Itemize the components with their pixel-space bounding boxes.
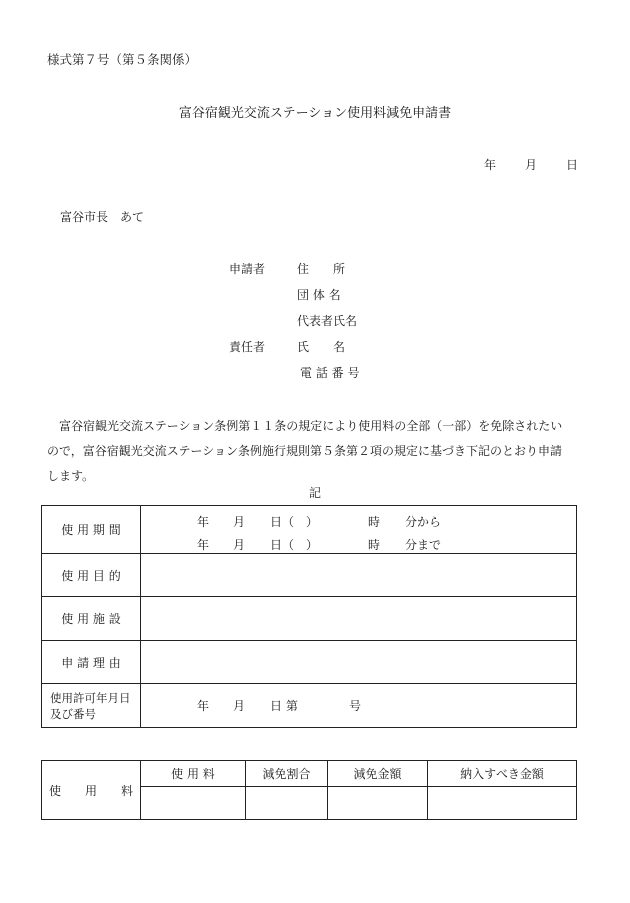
reduction-rate-value[interactable]	[246, 787, 328, 820]
permit-day: 日 第	[270, 699, 298, 713]
permit-year: 年	[197, 699, 210, 713]
usage-period-value[interactable]	[141, 506, 577, 554]
period-to-day: 日（ ）	[270, 538, 319, 552]
permit-value[interactable]	[141, 684, 577, 728]
application-reason-value[interactable]	[141, 641, 577, 684]
col-payable-amount: 納入すべき金額	[428, 761, 577, 787]
paragraph-line-2: ので，富谷宿観光交流ステーション条例施行規則第５条第２項の規定に基づき下記のとおり申請	[47, 444, 563, 458]
usage-facility-label: 使 用 施 設	[42, 597, 141, 641]
ki-heading: 記	[308, 486, 321, 500]
period-to-hour: 時	[368, 538, 381, 552]
reduction-amount-value[interactable]	[328, 787, 428, 820]
name-label: 氏 名	[297, 340, 346, 354]
permit-row	[42, 684, 577, 728]
period-to-year: 年	[197, 538, 210, 552]
payable-amount-value[interactable]	[428, 787, 577, 820]
permit-month: 月	[233, 699, 246, 713]
paragraph-line-1: 富谷宿観光交流ステーション条例第１１条の規定により使用料の全部（一部）を免除されたい	[59, 419, 563, 433]
request-paragraph	[47, 414, 587, 489]
application-reason-label: 申 請 理 由	[42, 641, 141, 684]
permit-label-line-1: 使用許可年月日	[50, 690, 131, 705]
period-from-month: 月	[233, 515, 246, 529]
usage-period-label: 使 用 期 間	[42, 506, 141, 554]
address-label: 住 所	[297, 262, 346, 276]
responsible-label: 責任者	[229, 340, 266, 354]
permit-label	[42, 684, 141, 728]
period-from-day: 日（ ）	[270, 515, 319, 529]
period-from-minute: 分から	[405, 515, 442, 529]
usage-purpose-value[interactable]	[141, 554, 577, 597]
usage-facility-value[interactable]	[141, 597, 577, 641]
period-to-minute: 分まで	[405, 538, 442, 552]
phone-number-label: 電 話 番 号	[300, 366, 360, 380]
usage-facility-row	[42, 597, 577, 641]
date-day: 日	[566, 158, 579, 172]
usage-details-table	[41, 505, 577, 728]
fee-header-row	[42, 761, 577, 787]
date-line	[484, 159, 578, 171]
date-year: 年	[484, 158, 497, 172]
representative-name-label: 代表者氏名	[297, 314, 358, 328]
form-number: 様式第７号（第５条関係）	[47, 52, 198, 67]
document-title: 富谷宿観光交流ステーション使用料減免申請書	[178, 106, 452, 121]
usage-purpose-label: 使 用 目 的	[42, 554, 141, 597]
period-from-hour: 時	[368, 515, 381, 529]
col-reduction-amount: 減免金額	[328, 761, 428, 787]
group-name-label: 団 体 名	[297, 288, 341, 302]
period-from-year: 年	[197, 515, 210, 529]
paragraph-line-3: します。	[47, 469, 95, 483]
col-reduction-rate: 減免割合	[246, 761, 328, 787]
period-to-month: 月	[233, 538, 246, 552]
usage-purpose-row	[42, 554, 577, 597]
usage-fee-row-label: 使 用 料	[42, 761, 141, 820]
usage-fee-value[interactable]	[141, 787, 246, 820]
date-month: 月	[525, 158, 538, 172]
usage-period-row	[42, 506, 577, 554]
addressee: 富谷市長 あて	[60, 210, 145, 224]
permit-number: 号	[349, 699, 362, 713]
usage-fee-table	[41, 760, 577, 820]
application-reason-row	[42, 641, 577, 684]
applicant-label: 申請者	[229, 262, 266, 276]
col-usage-fee: 使 用 料	[141, 761, 246, 787]
permit-label-line-2: 及び番号	[50, 706, 96, 721]
